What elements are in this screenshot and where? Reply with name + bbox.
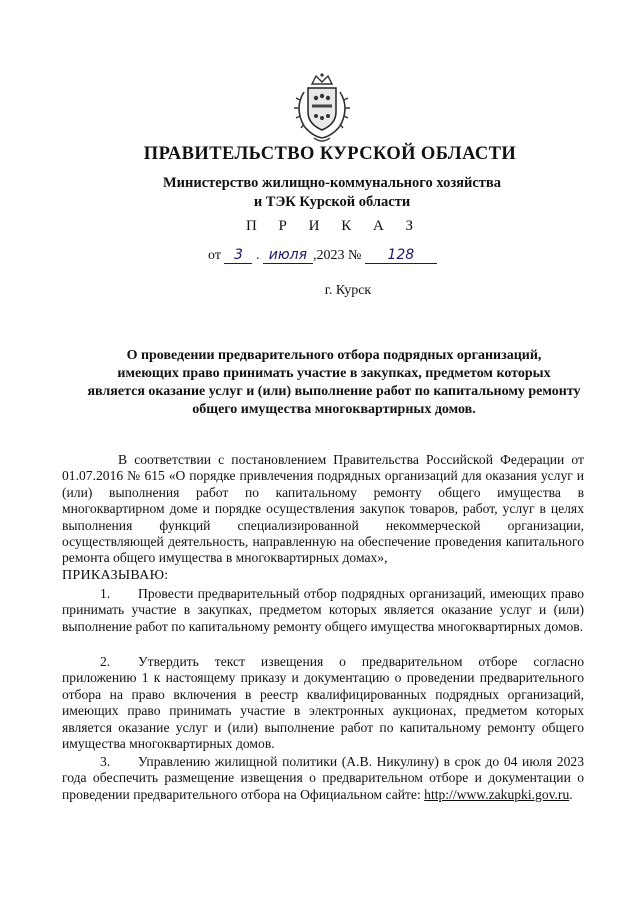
item-text: Провести предварительный отбор подрядных организаций, имеющих право принимать участие в закупках, предметом которых является оказание услуг и (или) выполнение работ по капитальному ремонту общего имущества многоквартирных домов. [62, 586, 584, 634]
city: г. Курск [324, 283, 372, 298]
item-end: . [569, 786, 573, 802]
order-number: 128 [365, 248, 437, 264]
item-text: Утвердить текст извещения о предварительном отборе согласно приложению 1 к настоящему приказу и документацию о проведении предварительного отбора на право включения в реестр квалифицированных подрядных организаций, имеющих право принимать участие в электронных аукционах, предметом которых является оказание услуг и (или) выполнение работ по капитальному ремонту общего имущества многоквартирных домов. [62, 654, 584, 752]
date-prefix: от [208, 248, 221, 263]
zakupki-link[interactable]: http://www.zakupki.gov.ru [424, 786, 570, 802]
subject-line-2: имеющих право принимать участие в закупках, предметом которых [117, 366, 551, 381]
order-word: ПРИКАЗЫВАЮ: [62, 568, 169, 583]
ministry-line-1: Министерство жилищно-коммунального хозяйства [163, 175, 501, 191]
document-type: П Р И К А З [245, 218, 423, 234]
order-item-3 [62, 754, 584, 803]
ministry-name [12, 174, 640, 212]
coat-of-arms-icon [290, 72, 354, 144]
date-day: 3 [224, 248, 252, 264]
subject-line-1: О проведении предварительного отбора подрядных организаций, [126, 348, 542, 363]
order-item-1 [62, 586, 584, 635]
number-sign: № [347, 248, 362, 263]
government-title: ПРАВИТЕЛЬСТВО КУРСКОЙ ОБЛАСТИ [143, 144, 517, 164]
subject-line-4: общего имущества многоквартирных домов. [192, 402, 476, 417]
ministry-line-2: и ТЭК Курской области [253, 194, 411, 210]
date-month: июля [263, 248, 313, 264]
order-subject [14, 347, 640, 419]
preamble-paragraph: В соответствии с постановлением Правительства Российской Федерации от 01.07.2016 № 615 «О порядке привлечения подрядных организаций для оказания услуг и (или) выполнения работ по капитальному ремонту общего имущества в многоквартирном доме и порядке осуществления закупок товаров, работ, услуг в целях выполнения функций специализированной некоммерческой организации, осуществляющей деятельность, направленную на обеспечение проведения капитального ремонта общего имущества в многоквартирных домах», [62, 452, 584, 566]
order-item-2 [62, 654, 584, 752]
subject-line-3: является оказание услуг и (или) выполнение работ по капитальному ремонту [87, 384, 581, 399]
item-text: Управлению жилищной политики (А.В. Никулину) в срок до 04 июля 2023 года обеспечить размещение извещения о предварительном отборе и документации о проведении предварительного отбора на Официальном сайте: [62, 754, 584, 802]
date-year: ,2023 [312, 248, 345, 263]
order-date-line: от 3 . июля ,2023 № 128 [208, 248, 437, 264]
item-number: 3. [100, 754, 111, 769]
item-number: 1. [100, 586, 111, 601]
item-number: 2. [100, 654, 111, 669]
